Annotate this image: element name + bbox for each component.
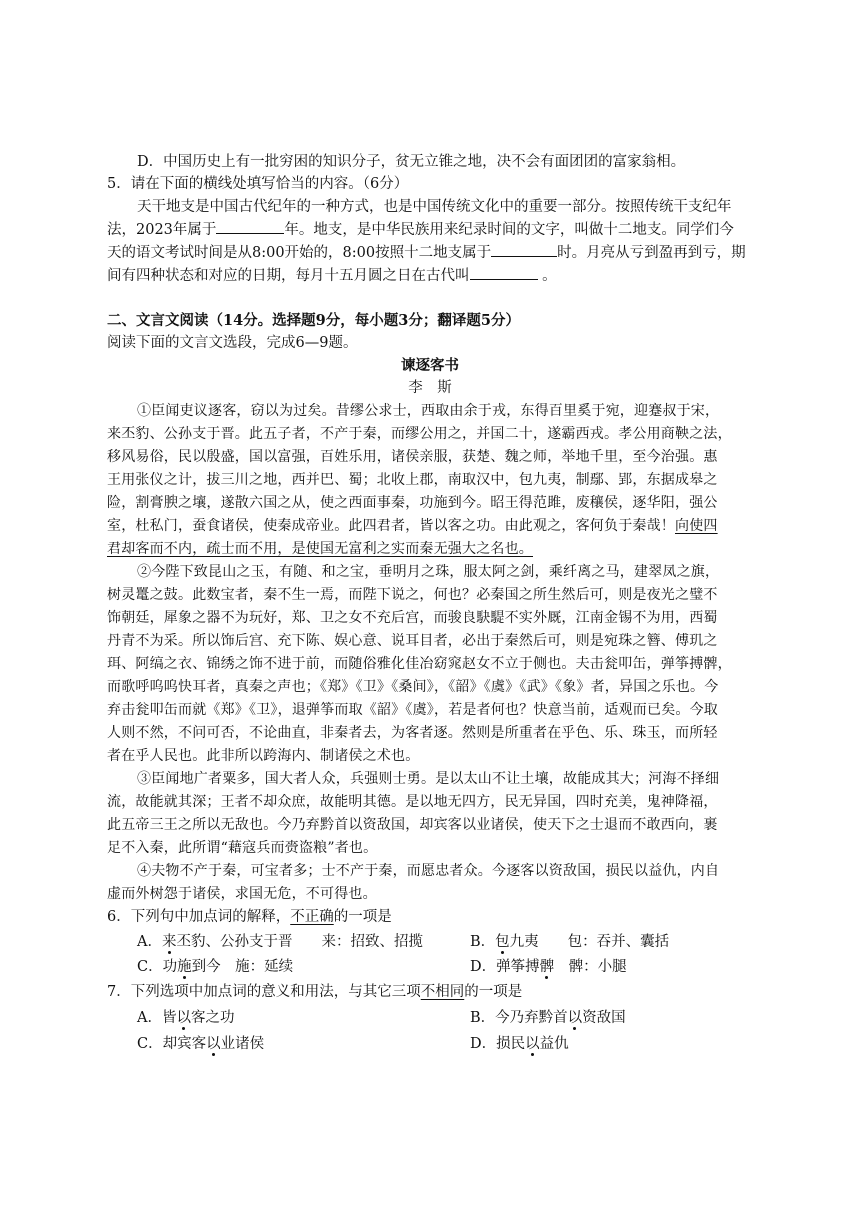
- q5-text-2b: 年。地支，是中华民族用来纪录时间的文字，叫做十二地支。同学们今: [284, 222, 734, 238]
- passage-author: 李 斯: [408, 380, 452, 396]
- q7-option-a[interactable]: [137, 1008, 234, 1028]
- option-text: 业诸侯: [220, 1036, 265, 1052]
- passage-line: ①臣闻吏议逐客，窃以为过矣。昔缪公求士，西取由余于戎，东得百里奚于宛，迎蹇叔于宋，: [137, 403, 720, 419]
- passage-line: 饰朝廷，犀象之器不为玩好，郑、卫之女不充后宫，而骏良駃騠不实外厩，江南金锡不为用，西蜀: [107, 610, 718, 626]
- q6-stem-text: 的一项是: [333, 909, 392, 925]
- q5-text-2a: 法，2023年属于: [107, 222, 217, 238]
- q7-option-d[interactable]: [470, 1034, 569, 1054]
- passage-line: 流，故能就其深；王者不却众庶，故能明其德。是以地无四方，民无异国，四时充美，鬼神降福，: [107, 794, 718, 810]
- option-text: 到今 施：延续: [191, 959, 294, 975]
- option-text: D．弹筝搏: [470, 959, 540, 975]
- passage-line: ③臣闻地广者粟多，国大者人众，兵强则士勇。是以太山不让土壤，故能成其大；河海不择细: [137, 771, 720, 787]
- option-text: C．却宾客: [137, 1036, 207, 1052]
- passage-text: 室，杜私门，蚕食诸侯，使秦成帝业。此四君者，皆以客之功。由此观之，客何负于秦哉！: [107, 518, 675, 534]
- passage-line: 而歌呼呜呜快耳者，真秦之声也；《郑》《卫》《桑间》，《韶》《虞》《武》《象》者，异国之乐也。今: [107, 679, 719, 695]
- passage-line: 移风易俗，民以殷盛，国以富强，百姓乐用，诸侯亲服，获楚、魏之师，举地千里，至今治强。惠: [107, 449, 718, 465]
- passage-title: 谏逐客书: [401, 357, 459, 374]
- passage-line: 树灵鼍之鼓。此数宝者，秦不生一焉，而陛下说之，何也？必秦国之所生然后可，则是夜光之璧不: [107, 587, 718, 603]
- passage-line: 弃击瓮叩缶而就《郑》《卫》，退弹筝而取《韶》《虞》，若是者何也？快意当前，适观而已矣。今取: [107, 702, 718, 718]
- q6-option-c[interactable]: [137, 957, 293, 977]
- passage-line: 人则不然，不问可否，不论曲直，非秦者去，为客者逐。然则是所重者在乎色、乐、珠玉，而所轻: [107, 725, 718, 741]
- dotted-word: 以: [206, 1036, 221, 1052]
- section-2-heading: 二、文言文阅读（14分。选择题9分，每小题3分；翻译题5分）: [107, 312, 520, 329]
- q5-text-line-2: [107, 219, 734, 240]
- q7-stem-emphasis: 不相同: [420, 984, 465, 1000]
- option-text: 客之功: [190, 1010, 235, 1026]
- q4-option-d: D．中国历史上有一批穷困的知识分子，贫无立锥之地，决不会有面团团的富家翁相。: [137, 154, 686, 170]
- q6-option-b[interactable]: [470, 932, 669, 952]
- passage-line: 足不入秦，此所谓“藉寇兵而赍盗粮”者也。: [107, 840, 378, 856]
- dotted-word: 髀: [539, 959, 555, 975]
- q5-text-line-4: [107, 265, 557, 286]
- q5-text-3a: 天的语文考试时间是从8:00开始的，8:00按照十二地支属于: [107, 245, 492, 261]
- q7-stem-text: 7．下列选项中加点词的意义和用法，与其它三项: [107, 984, 421, 1000]
- passage-line: 丹青不为采。所以饰后宫、充下陈、娱心意、说耳目者，必出于秦然后可，则是宛珠之簪、傅玑之: [107, 633, 718, 649]
- dotted-word: 以: [525, 1036, 540, 1052]
- passage-line: 此五帝三王之所以无敌也。今乃弃黔首以资敌国，却宾客以业诸侯，使天下之士退而不敢西向，裹: [107, 817, 718, 833]
- passage-line: 者在乎人民也。此非所以跨海内、制诸侯之术也。: [107, 748, 420, 764]
- q7-option-b[interactable]: [470, 1008, 626, 1028]
- answer-blank-3[interactable]: [470, 265, 538, 280]
- passage-line: ②今陛下致昆山之玉，有随、和之宝，垂明月之珠，服太阿之剑，乘纤离之马，建翠凤之旗，: [137, 564, 720, 580]
- q5-text-3b: 时。月亮从亏到盈再到亏，期: [557, 245, 746, 261]
- dotted-word: 以: [176, 1010, 191, 1026]
- answer-blank-1[interactable]: [216, 219, 284, 234]
- q5-text-line-3: [107, 242, 746, 263]
- passage-line: 珥、阿缟之衣、锦绣之饰不进于前，而随俗雅化佳冶窈窕赵女不立于侧也。夫击瓮叩缶，弹筝搏髀，: [107, 656, 732, 672]
- passage-line: ④夫物不产于秦，可宝者多；士不产于秦，而愿忠者众。今逐客以资敌国，损民以益仇，内自: [137, 863, 720, 879]
- passage-line: 虚而外树怨于诸侯，求国无危，不可得也。: [107, 886, 377, 902]
- q5-text-line-1: 天干地支是中国古代纪年的一种方式，也是中国传统文化中的重要一部分。按照传统干支纪年: [137, 199, 732, 215]
- option-label: B．: [470, 934, 496, 950]
- q6-stem: [107, 907, 392, 927]
- answer-blank-2[interactable]: [491, 242, 557, 257]
- q7-stem: [107, 982, 522, 1002]
- option-text: 益仇: [539, 1036, 569, 1052]
- option-text: A．皆: [137, 1010, 177, 1026]
- q7-stem-text: 的一项是: [464, 984, 523, 1000]
- passage-line: 来丕豹、公孙支于晋。此五子者，不产于秦，而缪公用之，并国二十，遂霸西戎。孝公用商鞅之法，: [107, 426, 732, 442]
- option-text: 丕豹、公孙支于晋 来：招致、招揽: [176, 934, 423, 950]
- dotted-word: 以: [567, 1010, 583, 1026]
- passage-line: 险，割膏腴之壤，遂散六国之从，使之西面事秦，功施到今。昭王得范雎，废穰侯，逐华阳，强公: [107, 495, 718, 511]
- underlined-sentence: 君却客而不内，疏士而不用，是使国无富利之实而秦无强大之名也。: [107, 541, 533, 557]
- option-text: 资敌国: [582, 1010, 626, 1026]
- q6-stem-text: 6．下列句中加点词的解释，: [107, 909, 291, 925]
- passage-line: [107, 516, 718, 536]
- q6-option-d[interactable]: [470, 957, 627, 977]
- dotted-word: 施: [177, 959, 192, 975]
- passage-line: 王用张仪之计，拔三川之地，西并巴、蜀；北收上郡，南取汉中，包九夷，制鄢、郢，东据成皋之: [107, 472, 718, 488]
- underlined-sentence: 向使四: [675, 518, 718, 534]
- dotted-word: 包: [495, 934, 510, 950]
- q6-stem-emphasis: 不正确: [290, 909, 334, 925]
- dotted-word: 来: [161, 934, 177, 950]
- q5-text-4a: 间有四种状态和对应的日期，每月十五月圆之日在古代叫: [107, 268, 470, 284]
- q7-option-c[interactable]: [137, 1034, 264, 1054]
- option-label: A．: [137, 934, 162, 950]
- q5-stem: 5．请在下面的横线处填写恰当的内容。（6分）: [107, 176, 409, 192]
- option-text: 九夷 包：吞并、囊括: [509, 934, 670, 950]
- q6-option-a[interactable]: [137, 932, 423, 952]
- option-text: 髀：小腿: [554, 959, 627, 975]
- option-text: B．今乃弃黔首: [470, 1010, 568, 1026]
- option-text: D．损民: [470, 1036, 526, 1052]
- q5-text-4b: 。: [537, 268, 557, 284]
- section-2-instruction: 阅读下面的文言文选段，完成6—9题。: [107, 335, 358, 351]
- option-text: C．功: [137, 959, 178, 975]
